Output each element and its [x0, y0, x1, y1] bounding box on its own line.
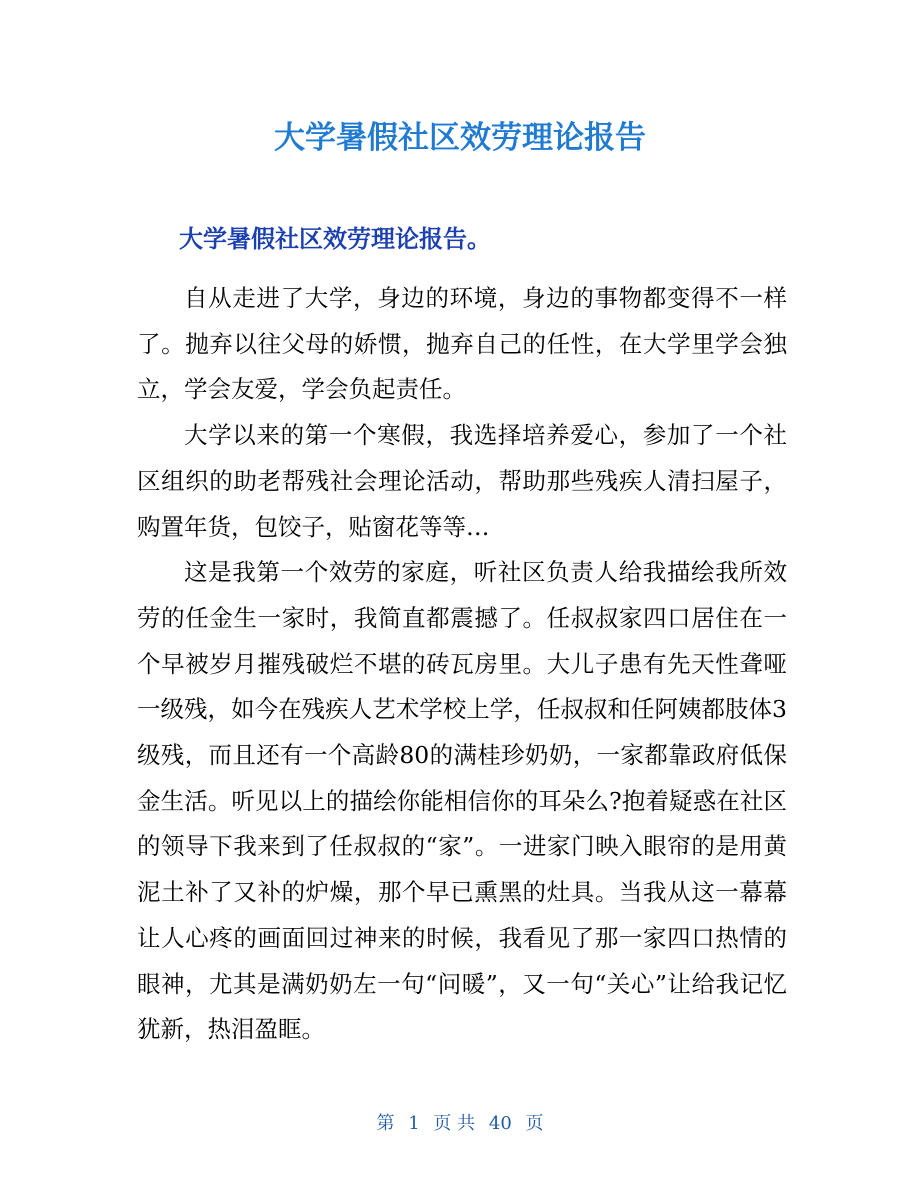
- paragraph-1: 自从走进了大学，身边的环境，身边的事物都变得不一样了。抛弃以往父母的娇惯，抛弃自己的任性，在大学里学会独立，学会友爱，学会负起责任。: [137, 284, 787, 404]
- page-total: 40: [488, 1113, 512, 1134]
- page-mid: 页 共: [433, 1113, 476, 1134]
- document-title: 大学暑假社区效劳理论报告: [274, 120, 646, 156]
- page-footer: [0, 1111, 920, 1137]
- page-suffix: 页: [525, 1113, 544, 1134]
- document-subtitle: 大学暑假社区效劳理论报告。: [179, 225, 491, 253]
- paragraph-3: 这是我第一个效劳的家庭，听社区负责人给我描绘我所效劳的任金生一家时，我简直都震撼了。任叔叔家四口居住在一个早被岁月摧残破烂不堪的砖瓦房里。大儿子患有先天性聋哑一级残，如今在残疾人艺术学校上学，任叔叔和任阿姨都肢体3级残，而且还有一个高龄80的满桂珍奶奶，一家都靠政府低保金生活。听见以上的描绘你能相信你的耳朵么?抱着疑惑在社区的领导下我来到了任叔叔的“家”。一进家门映入眼帘的是用黄泥土补了又补的炉燥，那个早已熏黑的灶具。当我从这一幕幕让人心疼的画面回过神来的时候，我看见了那一家四口热情的眼神，尤其是满奶奶左一句“问暖”，又一句“关心”让给我记忆犹新，热泪盈眶。: [137, 558, 787, 1044]
- document-body: [137, 276, 787, 1053]
- page-number: 1: [408, 1113, 420, 1134]
- paragraph-2: 大学以来的第一个寒假，我选择培养爱心，参加了一个社区组织的助老帮残社会理论活动，帮助那些残疾人清扫屋子，购置年货，包饺子，贴窗花等等…: [137, 421, 787, 541]
- page-prefix: 第: [376, 1113, 395, 1134]
